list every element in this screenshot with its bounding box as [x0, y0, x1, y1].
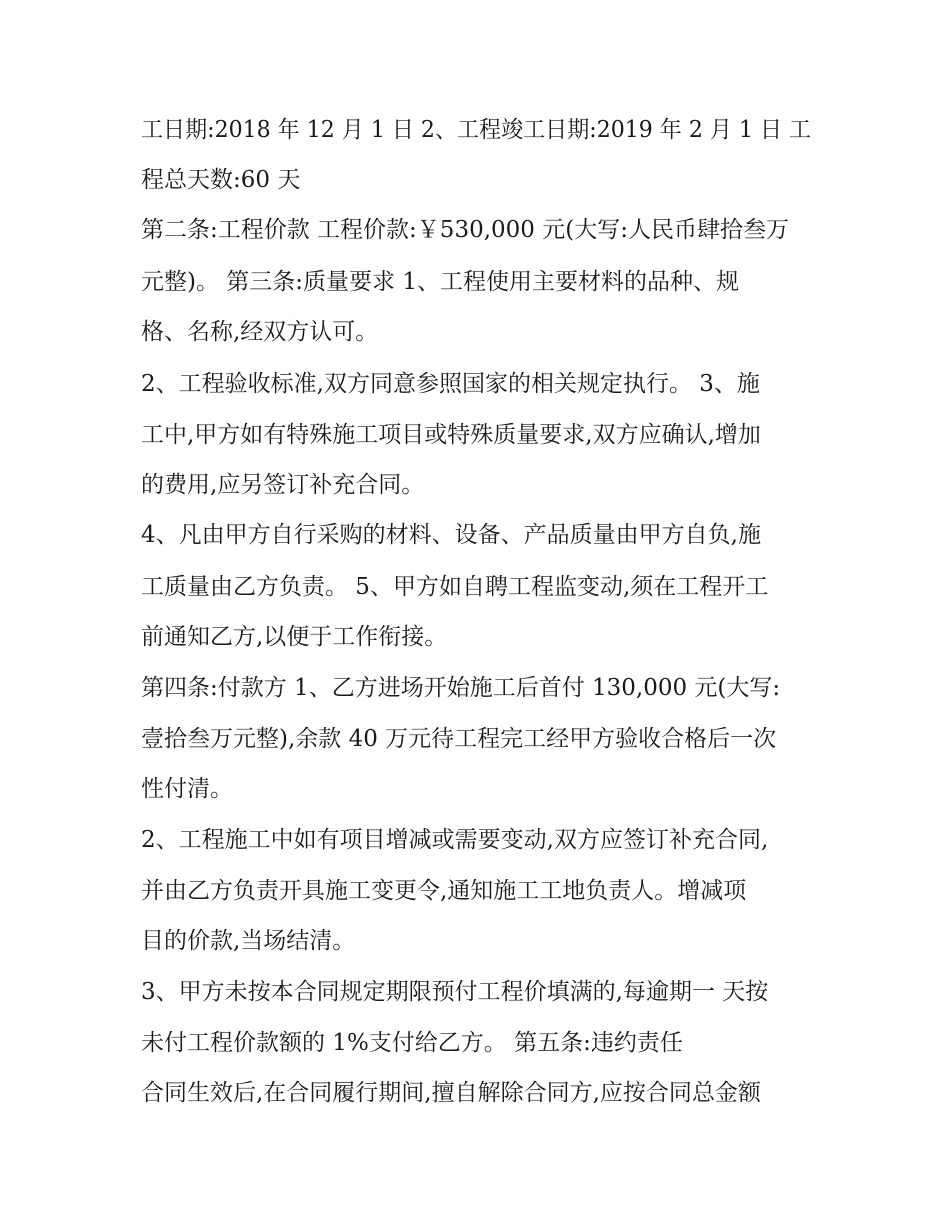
- text-line: 工中,甲方如有特殊施工项目或特殊质量要求,双方应确认,增加: [141, 422, 761, 448]
- text-line: 2、工程验收标准,双方同意参照国家的相关规定执行。 3、施: [141, 371, 760, 397]
- text-line: 的费用,应另签订补充合同。: [141, 472, 425, 498]
- text-line: 第二条:工程价款 工程价款:￥530,000 元(大写:人民币肆拾叁万: [141, 217, 789, 243]
- text-line: 3、甲方未按本合同规定期限预付工程价填满的,每逾期一 天按: [141, 979, 769, 1005]
- text-line: 工质量由乙方负责。 5、甲方如自聘工程监变动,须在工程开工: [141, 574, 769, 600]
- text-line: 4、凡由甲方自行采购的材料、设备、产品质量由甲方自负,施: [141, 522, 761, 548]
- text-line: 元整)。 第三条:质量要求 1、工程使用主要材料的品种、规: [141, 269, 739, 295]
- text-line: 壹拾叁万元整),余款 40 万元待工程完工经甲方验收合格后一次: [141, 726, 777, 752]
- text-line: 性付清。: [141, 776, 233, 802]
- text-line: 第四条:付款方 1、乙方进场开始施工后首付 130,000 元(大写:: [141, 675, 781, 701]
- text-line: 格、名称,经双方认可。: [141, 319, 379, 345]
- text-line: 工日期:2018 年 12 月 1 日 2、工程竣工日期:2019 年 2 月 1 日 工: [141, 117, 812, 143]
- text-line: 并由乙方负责开具施工变更令,通知施工工地负责人。增减项: [141, 878, 747, 904]
- text-line: 程总天数:60 天: [141, 167, 301, 193]
- text-line: 未付工程价款额的 1%支付给乙方。 第五条:违约责任: [141, 1030, 683, 1056]
- text-line: 合同生效后,在合同履行期间,擅自解除合同方,应按合同总金额: [141, 1080, 761, 1106]
- text-line: 前通知乙方,以便于工作衔接。: [141, 624, 448, 650]
- text-line: 目的价款,当场结清。: [141, 928, 356, 954]
- text-line: 2、工程施工中如有项目增减或需要变动,双方应签订补充合同,: [141, 827, 769, 853]
